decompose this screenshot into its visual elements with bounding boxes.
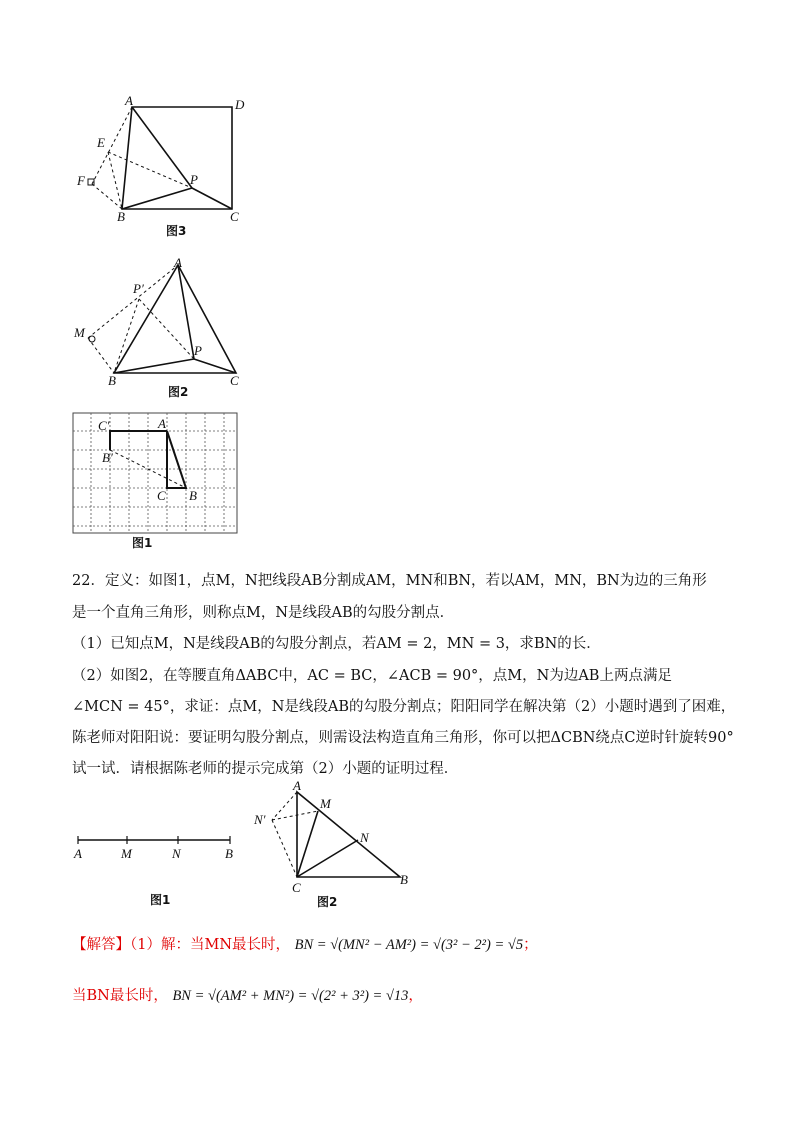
dashed-fb xyxy=(92,184,122,209)
problem-line-1: 22．定义：如图1，点M，N把线段AB分割成AM，MN和BN，若以AM，MN，BN为边的三角形 xyxy=(72,573,707,589)
dashed-n-prime-m xyxy=(272,811,318,820)
label-a: A xyxy=(293,778,301,793)
caption-bg xyxy=(73,534,237,552)
caption: 图1 xyxy=(132,536,153,550)
segment-bp xyxy=(114,359,194,373)
formula-2: BN = √(AM² + MN²) = √(2² + 3²) = √13 xyxy=(172,988,409,1004)
problem-line-3: （1）已知点M，N是线段AB的勾股分割点，若AM = 2，MN = 3，求BN的长． xyxy=(72,636,601,652)
segment-bp xyxy=(122,188,192,209)
label-p: P xyxy=(194,343,202,358)
problem-line-7: 试一试．请根据陈老师的提示完成第（2）小题的证明过程． xyxy=(72,761,459,777)
label-b: B xyxy=(189,488,197,503)
figure-2-top xyxy=(70,255,260,405)
label-a: A xyxy=(125,93,133,108)
label-c: C xyxy=(157,488,166,503)
label-b-prime: B′ xyxy=(102,450,113,465)
label-c: C xyxy=(230,209,239,224)
label-p: P xyxy=(190,172,198,187)
label-b: B xyxy=(117,209,125,224)
label-b: B xyxy=(225,846,233,861)
square-abcd xyxy=(122,107,232,209)
label-b: B xyxy=(108,373,116,388)
label-c: C xyxy=(292,880,301,895)
problem-line-2: 是一个直角三角形，则称点M，N是线段AB的勾股分割点． xyxy=(72,605,455,621)
label-n: N xyxy=(172,846,181,861)
label-c: C xyxy=(230,373,239,388)
figure-2-bottom xyxy=(250,780,420,910)
label-n-prime: N′ xyxy=(254,812,266,827)
label-f: F xyxy=(77,173,85,188)
dashed-n-prime-c xyxy=(272,820,297,877)
solution-line-2 xyxy=(72,986,732,1006)
formula-1: BN = √(MN² − AM²) = √(3² − 2²) = √5 xyxy=(294,937,524,953)
figure-2-bottom-svg xyxy=(250,780,420,910)
segment-pc xyxy=(192,188,232,209)
solution-line-1 xyxy=(72,935,732,955)
triangle-acb xyxy=(297,792,400,877)
figure-1-line xyxy=(70,830,240,910)
segment-ap xyxy=(132,107,192,188)
label-d: D xyxy=(235,97,245,112)
mark-m xyxy=(89,336,95,342)
dashed-eb xyxy=(108,152,122,209)
formula-2-end: ， xyxy=(408,988,423,1004)
answer-tag: 【解答】 xyxy=(72,937,130,953)
figure-1-line-svg xyxy=(70,830,240,910)
segment-cn xyxy=(297,840,358,877)
solution-part-2: 当BN最长时， xyxy=(72,988,168,1004)
label-p-prime: P′ xyxy=(133,281,144,296)
caption: 图2 xyxy=(317,895,338,909)
figure-3-svg xyxy=(70,95,270,240)
label-m: M xyxy=(74,325,85,340)
label-e: E xyxy=(97,135,105,150)
problem-line-6: 陈老师对阳阳说：要证明勾股分割点，则需设法构造直角三角形，你可以把ΔCBN绕点C逆时针旋转90° xyxy=(72,730,734,746)
label-m: M xyxy=(121,846,132,861)
caption: 图3 xyxy=(166,224,187,238)
figure-1-grid xyxy=(72,412,242,552)
label-a: A xyxy=(74,846,82,861)
label-m: M xyxy=(320,796,331,811)
problem-line-4: （2）如图2，在等腰直角ΔABC中，AC = BC，∠ACB = 90°，点M，N为边AB上两点满足 xyxy=(72,668,672,684)
dashed-a-n-prime xyxy=(272,792,297,820)
label-n: N xyxy=(360,830,369,845)
figure-2-top-svg xyxy=(70,255,260,405)
label-a: A xyxy=(174,255,182,270)
solution-part-1: （1）解：当MN最长时， xyxy=(130,937,291,953)
figure-1-grid-svg xyxy=(72,412,242,552)
caption: 图1 xyxy=(150,893,171,907)
label-c-prime: C′ xyxy=(98,418,110,433)
caption: 图2 xyxy=(168,385,189,399)
figure-3 xyxy=(70,95,270,240)
dashed-mb xyxy=(88,338,114,373)
segment-b-prime-c-prime-a xyxy=(110,431,167,450)
problem-line-5: ∠MCN = 45°，求证：点M，N是线段AB的勾股分割点；阳阳同学在解决第（2）小题时遇到了困难， xyxy=(72,699,736,715)
label-a: A xyxy=(158,416,166,431)
label-b: B xyxy=(400,872,408,887)
formula-1-end: ； xyxy=(523,937,538,953)
